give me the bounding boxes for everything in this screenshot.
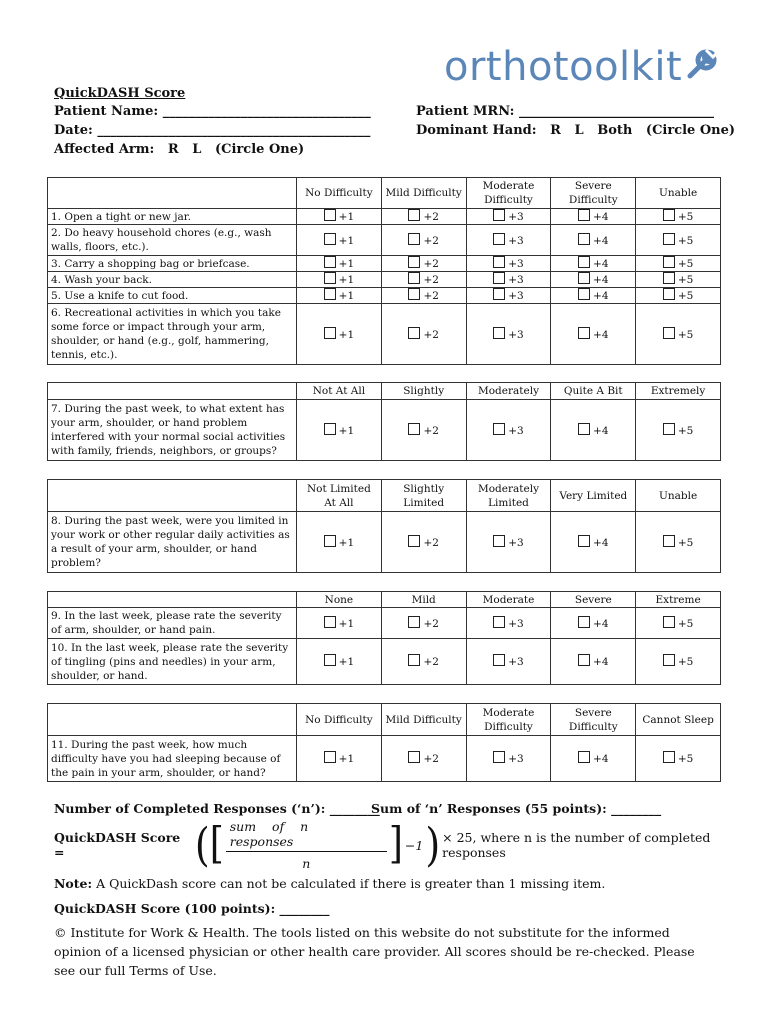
patient-name-field[interactable]: ________________________________ — [162, 104, 371, 119]
score-value: +3 — [508, 617, 524, 630]
checkbox-icon[interactable] — [408, 272, 420, 284]
checkbox-icon[interactable] — [408, 256, 420, 268]
response-option[interactable] — [381, 304, 466, 365]
sleep-table — [47, 703, 721, 782]
response-option[interactable] — [551, 288, 636, 304]
score-value: +5 — [677, 656, 694, 668]
response-option[interactable] — [297, 736, 382, 782]
checkbox-icon[interactable] — [663, 272, 675, 284]
question-text: 1. Open a tight or new jar. — [48, 209, 297, 225]
response-option[interactable] — [551, 272, 636, 288]
checkbox-icon[interactable] — [324, 423, 336, 435]
response-option[interactable] — [551, 512, 636, 573]
score-value: +5 — [677, 328, 694, 341]
response-option[interactable] — [636, 225, 721, 256]
checkbox-icon[interactable] — [324, 256, 336, 268]
formula-minus-one: −1 — [404, 837, 424, 853]
column-header: Quite A Bit — [551, 383, 636, 400]
checkbox-icon[interactable] — [324, 209, 336, 221]
formula-fraction — [226, 819, 387, 871]
dominant-hand-row: Dominant Hand: R L Both (Circle One) — [416, 123, 736, 138]
score-value: +5 — [677, 753, 694, 765]
orthotoolkit-logo — [444, 44, 720, 90]
response-option[interactable] — [636, 256, 721, 272]
score-value: +4 — [593, 328, 609, 341]
checkbox-icon[interactable] — [408, 288, 420, 300]
score-value: +5 — [677, 290, 694, 302]
response-option[interactable] — [381, 736, 466, 782]
checkbox-icon[interactable] — [493, 209, 505, 221]
column-header: Moderate Difficulty — [466, 178, 551, 209]
quickdash-score-line: QuickDASH Score (100 points): ________ — [54, 901, 330, 916]
score-value: +3 — [508, 234, 524, 247]
score-value: +5 — [677, 258, 694, 270]
affected-arm-row: Affected Arm: R L (Circle One) — [54, 142, 305, 157]
checkbox-icon[interactable] — [663, 209, 675, 221]
score-value: +1 — [338, 258, 355, 270]
checkbox-icon[interactable] — [493, 535, 505, 547]
checkbox-icon[interactable] — [578, 288, 590, 300]
column-header: Severe Difficulty — [551, 178, 636, 209]
column-header: No Difficulty — [297, 178, 382, 209]
score-value: +4 — [593, 536, 609, 549]
response-option[interactable] — [636, 304, 721, 365]
column-header: Mild Difficulty — [381, 704, 466, 736]
question-text: 2. Do heavy household chores (e.g., wash walls, floors, etc.). — [48, 225, 297, 256]
response-option[interactable] — [466, 400, 551, 461]
score-value: +3 — [508, 753, 524, 765]
response-option[interactable] — [466, 288, 551, 304]
response-option[interactable] — [551, 608, 636, 639]
response-option[interactable] — [636, 736, 721, 782]
response-option[interactable] — [466, 304, 551, 365]
score-value: +2 — [423, 536, 439, 549]
score-value: +3 — [508, 536, 524, 549]
checkbox-icon[interactable] — [578, 209, 590, 221]
checkbox-icon[interactable] — [324, 751, 336, 763]
checkbox-icon[interactable] — [578, 751, 590, 763]
formula-label: QuickDASH Score = — [54, 830, 181, 860]
response-option[interactable] — [297, 225, 382, 256]
checkbox-icon[interactable] — [408, 616, 420, 628]
question-text: 3. Carry a shopping bag or briefcase. — [48, 256, 297, 272]
checkbox-icon[interactable] — [578, 654, 590, 666]
question-text: 5. Use a knife to cut food. — [48, 288, 297, 304]
score-value: +5 — [677, 536, 694, 549]
response-option[interactable] — [381, 256, 466, 272]
checkbox-icon[interactable] — [324, 535, 336, 547]
question-text: 7. During the past week, to what extent has your arm, shoulder, or hand problem interfered with your normal social activities with family, friends, neighbors, or groups? — [48, 400, 297, 461]
question-text: 8. During the past week, were you limited in your work or other regular daily activities as a result of your arm, shoulder, or hand problem? — [48, 512, 297, 573]
score-value: +4 — [593, 424, 609, 437]
checkbox-icon[interactable] — [408, 423, 420, 435]
checkbox-icon[interactable] — [324, 233, 336, 245]
limitation-table — [47, 479, 721, 573]
date-field[interactable]: __________________________________________ — [97, 123, 371, 138]
response-option[interactable] — [381, 288, 466, 304]
note-line: Note: A QuickDash score can not be calculated if there is greater than 1 missing item. — [54, 876, 606, 891]
checkbox-icon[interactable] — [324, 272, 336, 284]
response-option[interactable] — [297, 639, 382, 685]
checkbox-icon[interactable] — [493, 616, 505, 628]
patient-mrn-row: Patient MRN: ______________________________ — [416, 104, 714, 119]
formula-paren: ( — [194, 818, 210, 872]
severity-table — [47, 591, 721, 685]
response-option[interactable] — [297, 512, 382, 573]
checkbox-icon[interactable] — [578, 616, 590, 628]
response-option[interactable] — [297, 304, 382, 365]
patient-name-row: Patient Name: ________________________________ — [54, 104, 371, 119]
score-value: +5 — [677, 274, 694, 286]
checkbox-icon[interactable] — [663, 423, 675, 435]
formula-bracket: ] — [388, 819, 403, 869]
checkbox-icon[interactable] — [663, 327, 675, 339]
checkbox-icon[interactable] — [493, 233, 505, 245]
response-option[interactable] — [636, 512, 721, 573]
score-value: +3 — [508, 274, 524, 286]
score-value: +3 — [508, 656, 524, 668]
score-value: +4 — [593, 656, 609, 668]
checkbox-icon[interactable] — [493, 272, 505, 284]
dominant-hand-options[interactable]: R L Both — [550, 123, 633, 138]
response-option[interactable] — [466, 736, 551, 782]
formula-tail: × 25, where n is the number of completed responses — [442, 830, 711, 860]
response-option[interactable] — [381, 400, 466, 461]
patient-mrn-field[interactable]: ______________________________ — [518, 104, 714, 119]
score-value: +5 — [677, 617, 694, 630]
question-text: 4. Wash your back. — [48, 272, 297, 288]
completed-responses-label: Number of Completed Responses (‘n’): ________ — [54, 801, 380, 816]
score-value: +1 — [338, 290, 355, 302]
checkbox-icon[interactable] — [578, 256, 590, 268]
formula-numerator: sum of n responses — [226, 819, 387, 852]
column-header: Moderately Limited — [466, 480, 551, 512]
score-value: +3 — [508, 328, 524, 341]
score-value: +1 — [338, 536, 355, 549]
checkbox-icon[interactable] — [493, 423, 505, 435]
checkbox-icon[interactable] — [324, 327, 336, 339]
score-value: +5 — [677, 424, 694, 437]
score-value: +4 — [593, 290, 609, 302]
response-option[interactable] — [551, 400, 636, 461]
difficulty-table — [47, 177, 721, 365]
response-option[interactable] — [551, 209, 636, 225]
interference-table — [47, 382, 721, 461]
score-value: +1 — [338, 274, 355, 286]
score-value: +2 — [423, 211, 439, 223]
checkbox-icon[interactable] — [493, 654, 505, 666]
response-option[interactable] — [381, 225, 466, 256]
date-row: Date: __________________________________________ — [54, 123, 371, 138]
checkbox-icon[interactable] — [493, 288, 505, 300]
response-option[interactable] — [636, 209, 721, 225]
score-value: +1 — [338, 234, 355, 247]
column-header: Slightly Limited — [381, 480, 466, 512]
response-option[interactable] — [381, 639, 466, 685]
column-header: Moderate Difficulty — [466, 704, 551, 736]
score-value: +3 — [508, 290, 524, 302]
response-option[interactable] — [636, 272, 721, 288]
response-option[interactable] — [297, 608, 382, 639]
score-value: +1 — [338, 656, 355, 668]
column-header: Not Limited At All — [297, 480, 382, 512]
column-header: Very Limited — [551, 480, 636, 512]
response-option[interactable] — [636, 400, 721, 461]
sum-responses-label: Sum of ‘n’ Responses (55 points): ________ — [371, 801, 662, 816]
checkbox-icon[interactable] — [493, 327, 505, 339]
response-option[interactable] — [466, 209, 551, 225]
checkbox-icon[interactable] — [663, 256, 675, 268]
column-header: Mild — [381, 592, 466, 608]
score-value: +4 — [593, 258, 609, 270]
checkbox-icon[interactable] — [493, 256, 505, 268]
formula-denominator: n — [302, 856, 311, 871]
response-option[interactable] — [466, 608, 551, 639]
checkbox-icon[interactable] — [578, 535, 590, 547]
response-option[interactable] — [466, 272, 551, 288]
checkbox-icon[interactable] — [663, 654, 675, 666]
question-text: 11. During the past week, how much difficulty have you had sleeping because of the pain in your arm, shoulder, or hand? — [48, 736, 297, 782]
response-option[interactable] — [381, 512, 466, 573]
checkbox-icon[interactable] — [663, 751, 675, 763]
column-header: Unable — [636, 480, 721, 512]
response-option[interactable] — [297, 400, 382, 461]
column-header: Extreme — [636, 592, 721, 608]
response-option[interactable] — [466, 256, 551, 272]
checkbox-icon[interactable] — [408, 751, 420, 763]
score-value: +2 — [423, 617, 439, 630]
column-header: No Difficulty — [297, 704, 382, 736]
question-text: 6. Recreational activities in which you take some force or impact through your arm, shoulder, or hand (e.g., golf, hammering, tennis, etc.). — [48, 304, 297, 365]
column-header: Unable — [636, 178, 721, 209]
affected-arm-options[interactable]: R L — [167, 142, 202, 157]
question-text: 9. In the last week, please rate the severity of arm, shoulder, or hand pain. — [48, 608, 297, 639]
response-option[interactable] — [636, 288, 721, 304]
response-option[interactable] — [466, 225, 551, 256]
logo-text: orthotoolkit — [444, 44, 683, 90]
score-value: +3 — [508, 258, 524, 270]
column-header: Mild Difficulty — [381, 178, 466, 209]
column-header: Slightly — [381, 383, 466, 400]
score-value: +2 — [423, 274, 439, 286]
column-header: Extremely — [636, 383, 721, 400]
response-option[interactable] — [297, 256, 382, 272]
question-text: 10. In the last week, please rate the severity of tingling (pins and needles) in your arm, shoulder, or hand. — [48, 639, 297, 685]
score-value: +2 — [423, 234, 439, 247]
score-value: +2 — [423, 328, 439, 341]
response-option[interactable] — [297, 288, 382, 304]
response-option[interactable] — [551, 304, 636, 365]
column-header: None — [297, 592, 382, 608]
column-header: Moderate — [466, 592, 551, 608]
column-header: Moderately — [466, 383, 551, 400]
score-value: +2 — [423, 656, 439, 668]
column-header: Severe Difficulty — [551, 704, 636, 736]
checkbox-icon[interactable] — [493, 751, 505, 763]
response-option[interactable] — [551, 639, 636, 685]
score-value: +1 — [338, 617, 355, 630]
response-option[interactable] — [551, 256, 636, 272]
score-value: +1 — [338, 424, 355, 437]
score-value: +4 — [593, 617, 609, 630]
copyright-disclaimer: © Institute for Work & Health. The tools listed on this website do not substitute for the informed opinion of a licensed physician or other health care provider. All scores should be re-checked. Please see our full Terms of Use. — [54, 925, 695, 978]
score-value: +5 — [677, 211, 694, 223]
wrench-icon — [684, 46, 720, 82]
response-option[interactable] — [636, 608, 721, 639]
response-option[interactable] — [551, 225, 636, 256]
response-option[interactable] — [466, 639, 551, 685]
score-value: +1 — [338, 328, 355, 341]
response-option[interactable] — [466, 512, 551, 573]
checkbox-icon[interactable] — [324, 288, 336, 300]
column-header: Severe — [551, 592, 636, 608]
score-value: +2 — [423, 290, 439, 302]
checkbox-icon[interactable] — [663, 616, 675, 628]
score-value: +4 — [593, 234, 609, 247]
form-title: QuickDASH Score — [54, 86, 186, 101]
column-header: Cannot Sleep — [636, 704, 721, 736]
checkbox-icon[interactable] — [324, 654, 336, 666]
checkbox-icon[interactable] — [324, 616, 336, 628]
formula-bracket: [ — [209, 819, 224, 869]
response-option[interactable] — [636, 639, 721, 685]
score-value: +3 — [508, 424, 524, 437]
score-value: +5 — [677, 234, 694, 247]
column-header: Not At All — [297, 383, 382, 400]
score-value: +2 — [423, 258, 439, 270]
checkbox-icon[interactable] — [578, 272, 590, 284]
score-value: +2 — [423, 753, 439, 765]
score-value: +1 — [338, 753, 355, 765]
checkbox-icon[interactable] — [408, 209, 420, 221]
checkbox-icon[interactable] — [663, 288, 675, 300]
score-value: +1 — [338, 211, 355, 223]
checkbox-icon[interactable] — [408, 654, 420, 666]
score-value: +3 — [508, 211, 524, 223]
score-value: +4 — [593, 753, 609, 765]
checkbox-icon[interactable] — [663, 233, 675, 245]
checkbox-icon[interactable] — [408, 327, 420, 339]
response-option[interactable] — [551, 736, 636, 782]
score-formula — [54, 818, 768, 872]
score-value: +4 — [593, 211, 609, 223]
checkbox-icon[interactable] — [408, 535, 420, 547]
formula-paren: ) — [425, 818, 441, 872]
response-option[interactable] — [297, 272, 382, 288]
response-option[interactable] — [381, 272, 466, 288]
checkbox-icon[interactable] — [578, 327, 590, 339]
response-option[interactable] — [381, 608, 466, 639]
checkbox-icon[interactable] — [663, 535, 675, 547]
score-value: +2 — [423, 424, 439, 437]
response-option[interactable] — [381, 209, 466, 225]
response-option[interactable] — [297, 209, 382, 225]
checkbox-icon[interactable] — [578, 233, 590, 245]
checkbox-icon[interactable] — [408, 233, 420, 245]
checkbox-icon[interactable] — [578, 423, 590, 435]
score-value: +4 — [593, 274, 609, 286]
